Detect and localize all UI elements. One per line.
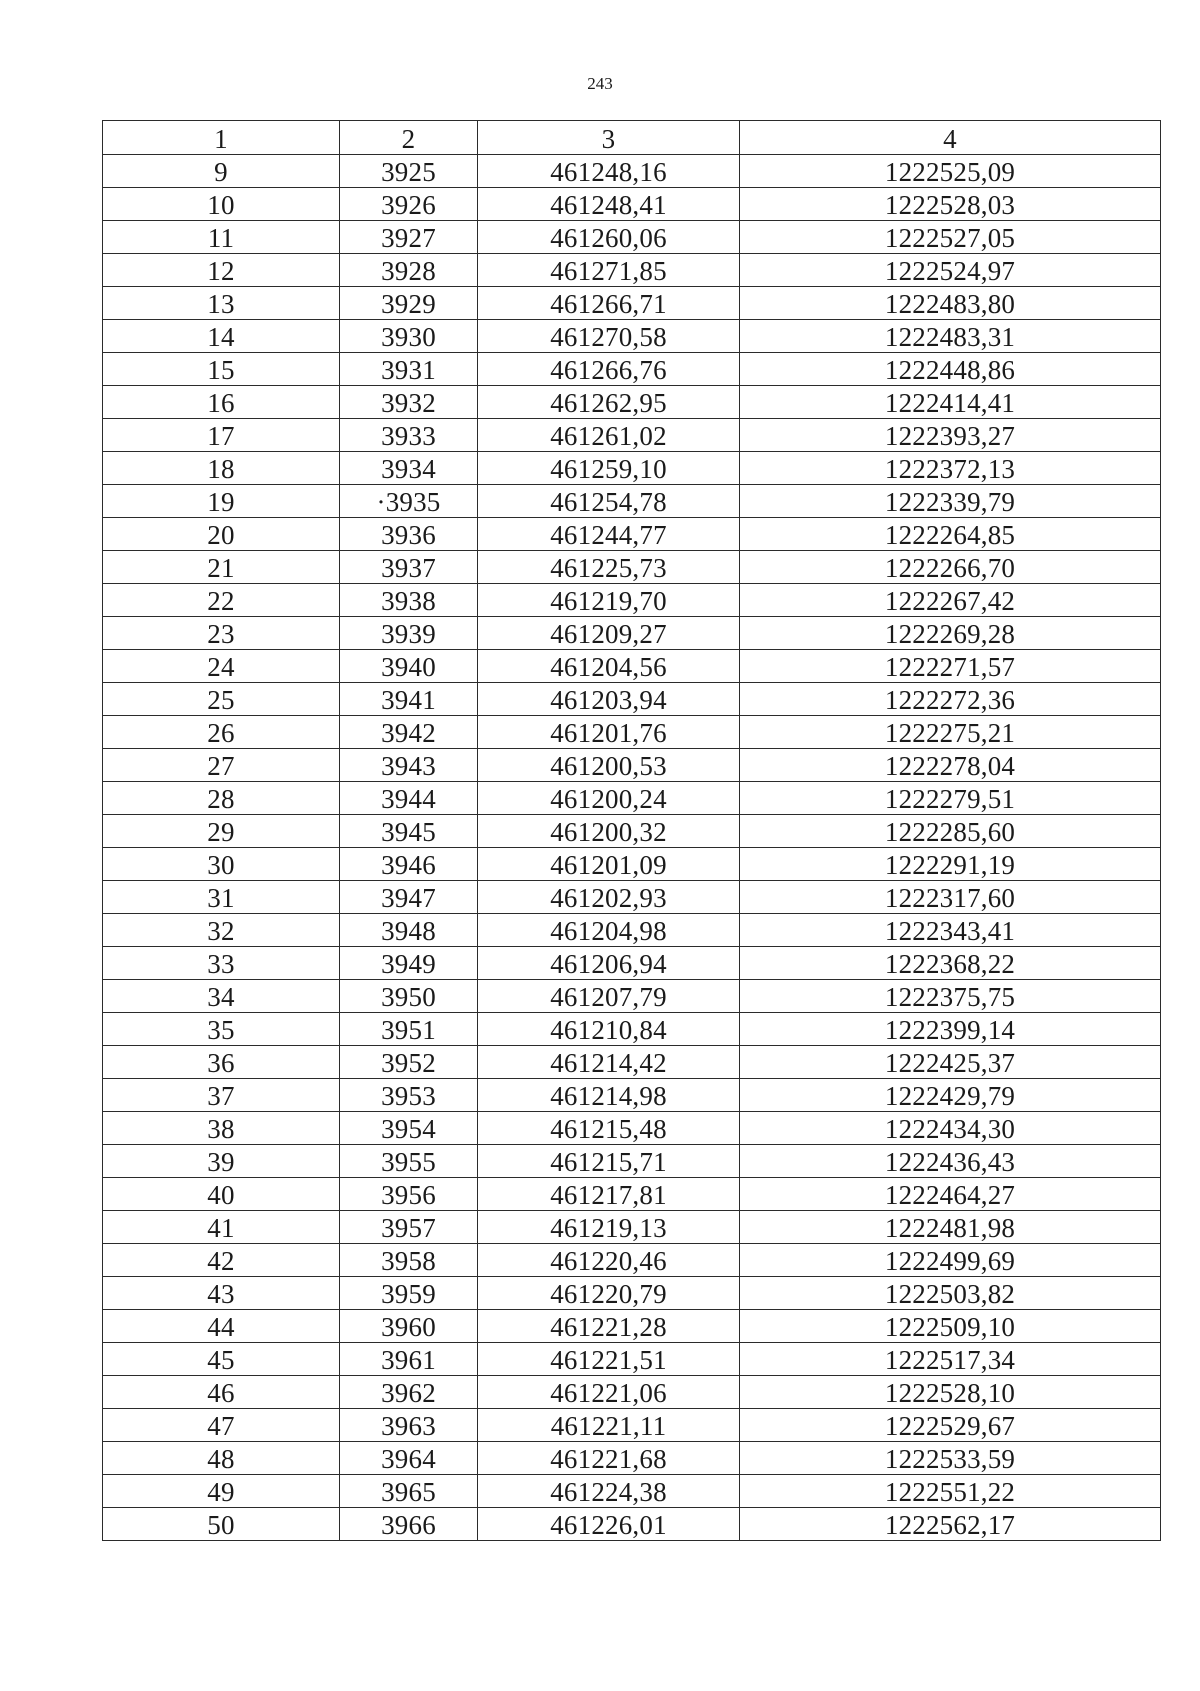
point-id-cell: 3945 (340, 815, 478, 848)
point-id-cell: 3936 (340, 518, 478, 551)
point-number-cell: 21 (103, 551, 340, 584)
y-coordinate-cell: 1222533,59 (740, 1442, 1161, 1475)
table-body (103, 121, 1161, 1541)
y-coordinate-cell: 1222483,31 (740, 320, 1161, 353)
point-id-cell: 3927 (340, 221, 478, 254)
point-id-cell: 3958 (340, 1244, 478, 1277)
x-coordinate-cell: 461219,70 (478, 584, 740, 617)
table-row (103, 914, 1161, 947)
table-row (103, 353, 1161, 386)
x-coordinate-cell: 461207,79 (478, 980, 740, 1013)
table-row (103, 584, 1161, 617)
point-id-cell: 3962 (340, 1376, 478, 1409)
point-id-cell: 3964 (340, 1442, 478, 1475)
table-row (103, 254, 1161, 287)
point-id-cell: 3944 (340, 782, 478, 815)
point-id-cell: 3932 (340, 386, 478, 419)
point-number-cell: 23 (103, 617, 340, 650)
point-number-cell: 35 (103, 1013, 340, 1046)
y-coordinate-cell: 1222509,10 (740, 1310, 1161, 1343)
point-number-cell: 50 (103, 1508, 340, 1541)
table-row (103, 518, 1161, 551)
point-number-cell: 43 (103, 1277, 340, 1310)
point-id-cell: 3959 (340, 1277, 478, 1310)
x-coordinate-cell: 461221,68 (478, 1442, 740, 1475)
table-row (103, 452, 1161, 485)
y-coordinate-cell: 1222266,70 (740, 551, 1161, 584)
y-coordinate-cell: 1222271,57 (740, 650, 1161, 683)
y-coordinate-cell: 1222317,60 (740, 881, 1161, 914)
point-id-cell: 3928 (340, 254, 478, 287)
table-row (103, 419, 1161, 452)
point-id-cell: 3946 (340, 848, 478, 881)
y-coordinate-cell: 1222464,27 (740, 1178, 1161, 1211)
x-coordinate-cell: 461201,09 (478, 848, 740, 881)
y-coordinate-cell: 1222525,09 (740, 155, 1161, 188)
y-coordinate-cell: 1222393,27 (740, 419, 1161, 452)
table-row (103, 1178, 1161, 1211)
y-coordinate-cell: 1222291,19 (740, 848, 1161, 881)
table-row (103, 1409, 1161, 1442)
x-coordinate-cell: 461248,41 (478, 188, 740, 221)
table-row (103, 1211, 1161, 1244)
point-number-cell: 18 (103, 452, 340, 485)
point-number-cell: 47 (103, 1409, 340, 1442)
x-coordinate-cell: 461201,76 (478, 716, 740, 749)
x-coordinate-cell: 461206,94 (478, 947, 740, 980)
y-coordinate-cell: 1222528,10 (740, 1376, 1161, 1409)
point-id-cell: 3939 (340, 617, 478, 650)
point-number-cell: 38 (103, 1112, 340, 1145)
x-coordinate-cell: 461266,76 (478, 353, 740, 386)
point-id-cell: 3941 (340, 683, 478, 716)
table-row (103, 716, 1161, 749)
y-coordinate-cell: 1222399,14 (740, 1013, 1161, 1046)
table-row (103, 815, 1161, 848)
table-row (103, 1046, 1161, 1079)
point-number-cell: 19 (103, 485, 340, 518)
table-row (103, 848, 1161, 881)
point-number-cell: 25 (103, 683, 340, 716)
point-number-cell: 39 (103, 1145, 340, 1178)
y-coordinate-cell: 1222499,69 (740, 1244, 1161, 1277)
y-coordinate-cell: 1222517,34 (740, 1343, 1161, 1376)
point-number-cell: 48 (103, 1442, 340, 1475)
point-id-cell: 3954 (340, 1112, 478, 1145)
point-number-cell: 15 (103, 353, 340, 386)
table-row (103, 1376, 1161, 1409)
x-coordinate-cell: 461266,71 (478, 287, 740, 320)
x-coordinate-cell: 461204,98 (478, 914, 740, 947)
point-number-cell: 32 (103, 914, 340, 947)
point-id-cell: 3949 (340, 947, 478, 980)
y-coordinate-cell: 1222414,41 (740, 386, 1161, 419)
y-coordinate-cell: 1222529,67 (740, 1409, 1161, 1442)
point-number-cell: 37 (103, 1079, 340, 1112)
y-coordinate-cell: 1222339,79 (740, 485, 1161, 518)
y-coordinate-cell: 1222269,28 (740, 617, 1161, 650)
point-number-cell: 33 (103, 947, 340, 980)
point-number-cell: 10 (103, 188, 340, 221)
table-row (103, 1310, 1161, 1343)
point-id-cell: 3930 (340, 320, 478, 353)
x-coordinate-cell: 461225,73 (478, 551, 740, 584)
point-id-cell: 3952 (340, 1046, 478, 1079)
x-coordinate-cell: 461203,94 (478, 683, 740, 716)
y-coordinate-cell: 1222448,86 (740, 353, 1161, 386)
point-number-cell: 13 (103, 287, 340, 320)
point-id-cell: 3934 (340, 452, 478, 485)
point-id-cell: 3929 (340, 287, 478, 320)
point-number-cell: 29 (103, 815, 340, 848)
x-coordinate-cell: 461224,38 (478, 1475, 740, 1508)
point-id-cell: 3938 (340, 584, 478, 617)
y-coordinate-cell: 1222528,03 (740, 188, 1161, 221)
point-id-cell: 3961 (340, 1343, 478, 1376)
point-number-cell: 26 (103, 716, 340, 749)
x-coordinate-cell: 461270,58 (478, 320, 740, 353)
table-row (103, 1013, 1161, 1046)
x-coordinate-cell: 461200,53 (478, 749, 740, 782)
point-number-cell: 40 (103, 1178, 340, 1211)
point-id-cell: 3955 (340, 1145, 478, 1178)
point-id-cell: 3947 (340, 881, 478, 914)
y-coordinate-cell: 1222503,82 (740, 1277, 1161, 1310)
table-row (103, 1475, 1161, 1508)
point-id-cell: 3950 (340, 980, 478, 1013)
point-number-cell: 27 (103, 749, 340, 782)
column-header: 4 (740, 121, 1161, 155)
point-number-cell: 22 (103, 584, 340, 617)
point-id-cell: 3942 (340, 716, 478, 749)
x-coordinate-cell: 461261,02 (478, 419, 740, 452)
table-row (103, 749, 1161, 782)
table-row (103, 1112, 1161, 1145)
table-row (103, 551, 1161, 584)
point-number-cell: 49 (103, 1475, 340, 1508)
y-coordinate-cell: 1222279,51 (740, 782, 1161, 815)
point-number-cell: 36 (103, 1046, 340, 1079)
x-coordinate-cell: 461204,56 (478, 650, 740, 683)
point-id-cell: 3933 (340, 419, 478, 452)
point-number-cell: 17 (103, 419, 340, 452)
x-coordinate-cell: 461209,27 (478, 617, 740, 650)
point-id-cell: 3953 (340, 1079, 478, 1112)
y-coordinate-cell: 1222264,85 (740, 518, 1161, 551)
point-id-cell: 3965 (340, 1475, 478, 1508)
x-coordinate-cell: 461226,01 (478, 1508, 740, 1541)
point-number-cell: 28 (103, 782, 340, 815)
x-coordinate-cell: 461259,10 (478, 452, 740, 485)
x-coordinate-cell: 461220,79 (478, 1277, 740, 1310)
point-number-cell: 24 (103, 650, 340, 683)
x-coordinate-cell: 461214,42 (478, 1046, 740, 1079)
x-coordinate-cell: 461260,06 (478, 221, 740, 254)
table-row (103, 1079, 1161, 1112)
point-id-cell: 3951 (340, 1013, 478, 1046)
table-row (103, 947, 1161, 980)
x-coordinate-cell: 461210,84 (478, 1013, 740, 1046)
x-coordinate-cell: 461221,51 (478, 1343, 740, 1376)
y-coordinate-cell: 1222483,80 (740, 287, 1161, 320)
x-coordinate-cell: 461200,32 (478, 815, 740, 848)
point-number-cell: 42 (103, 1244, 340, 1277)
x-coordinate-cell: 461221,11 (478, 1409, 740, 1442)
table-header-row (103, 121, 1161, 155)
table-row (103, 1244, 1161, 1277)
table-row (103, 1442, 1161, 1475)
y-coordinate-cell: 1222285,60 (740, 815, 1161, 848)
x-coordinate-cell: 461220,46 (478, 1244, 740, 1277)
point-id-cell: ·3935 (340, 485, 478, 518)
x-coordinate-cell: 461214,98 (478, 1079, 740, 1112)
point-number-cell: 44 (103, 1310, 340, 1343)
table-row (103, 320, 1161, 353)
table-row (103, 485, 1161, 518)
point-number-cell: 45 (103, 1343, 340, 1376)
x-coordinate-cell: 461271,85 (478, 254, 740, 287)
point-number-cell: 46 (103, 1376, 340, 1409)
x-coordinate-cell: 461219,13 (478, 1211, 740, 1244)
table-row (103, 881, 1161, 914)
page-number: 243 (587, 74, 613, 93)
y-coordinate-cell: 1222481,98 (740, 1211, 1161, 1244)
y-coordinate-cell: 1222562,17 (740, 1508, 1161, 1541)
point-id-cell: 3957 (340, 1211, 478, 1244)
column-header: 3 (478, 121, 740, 155)
x-coordinate-cell: 461215,71 (478, 1145, 740, 1178)
point-id-cell: 3956 (340, 1178, 478, 1211)
table-row (103, 782, 1161, 815)
point-number-cell: 20 (103, 518, 340, 551)
y-coordinate-cell: 1222375,75 (740, 980, 1161, 1013)
point-id-cell: 3925 (340, 155, 478, 188)
table-row (103, 980, 1161, 1013)
table-row (103, 650, 1161, 683)
point-number-cell: 16 (103, 386, 340, 419)
y-coordinate-cell: 1222434,30 (740, 1112, 1161, 1145)
y-coordinate-cell: 1222343,41 (740, 914, 1161, 947)
point-number-cell: 9 (103, 155, 340, 188)
point-id-cell: 3937 (340, 551, 478, 584)
table-row (103, 386, 1161, 419)
y-coordinate-cell: 1222272,36 (740, 683, 1161, 716)
y-coordinate-cell: 1222429,79 (740, 1079, 1161, 1112)
column-header: 2 (340, 121, 478, 155)
x-coordinate-cell: 461248,16 (478, 155, 740, 188)
point-number-cell: 31 (103, 881, 340, 914)
x-coordinate-cell: 461221,06 (478, 1376, 740, 1409)
table-row (103, 1145, 1161, 1178)
x-coordinate-cell: 461215,48 (478, 1112, 740, 1145)
point-number-cell: 14 (103, 320, 340, 353)
table-row (103, 188, 1161, 221)
point-id-cell: 3926 (340, 188, 478, 221)
x-coordinate-cell: 461202,93 (478, 881, 740, 914)
y-coordinate-cell: 1222527,05 (740, 221, 1161, 254)
point-id-cell: 3948 (340, 914, 478, 947)
table-row (103, 617, 1161, 650)
table-row (103, 221, 1161, 254)
point-number-cell: 41 (103, 1211, 340, 1244)
y-coordinate-cell: 1222278,04 (740, 749, 1161, 782)
point-number-cell: 12 (103, 254, 340, 287)
table-row (103, 287, 1161, 320)
x-coordinate-cell: 461200,24 (478, 782, 740, 815)
point-id-cell: 3943 (340, 749, 478, 782)
y-coordinate-cell: 1222267,42 (740, 584, 1161, 617)
point-id-cell: 3931 (340, 353, 478, 386)
point-number-cell: 30 (103, 848, 340, 881)
table-row (103, 1343, 1161, 1376)
y-coordinate-cell: 1222425,37 (740, 1046, 1161, 1079)
table-row (103, 1277, 1161, 1310)
x-coordinate-cell: 461262,95 (478, 386, 740, 419)
table-row (103, 155, 1161, 188)
x-coordinate-cell: 461221,28 (478, 1310, 740, 1343)
table-row (103, 683, 1161, 716)
x-coordinate-cell: 461254,78 (478, 485, 740, 518)
point-id-cell: 3966 (340, 1508, 478, 1541)
x-coordinate-cell: 461244,77 (478, 518, 740, 551)
point-id-cell: 3963 (340, 1409, 478, 1442)
point-number-cell: 34 (103, 980, 340, 1013)
y-coordinate-cell: 1222551,22 (740, 1475, 1161, 1508)
y-coordinate-cell: 1222436,43 (740, 1145, 1161, 1178)
point-id-cell: 3940 (340, 650, 478, 683)
y-coordinate-cell: 1222372,13 (740, 452, 1161, 485)
point-number-cell: 11 (103, 221, 340, 254)
point-id-cell: 3960 (340, 1310, 478, 1343)
y-coordinate-cell: 1222368,22 (740, 947, 1161, 980)
y-coordinate-cell: 1222524,97 (740, 254, 1161, 287)
y-coordinate-cell: 1222275,21 (740, 716, 1161, 749)
table-row (103, 1508, 1161, 1541)
column-header: 1 (103, 121, 340, 155)
x-coordinate-cell: 461217,81 (478, 1178, 740, 1211)
coordinates-table (102, 120, 1161, 1541)
